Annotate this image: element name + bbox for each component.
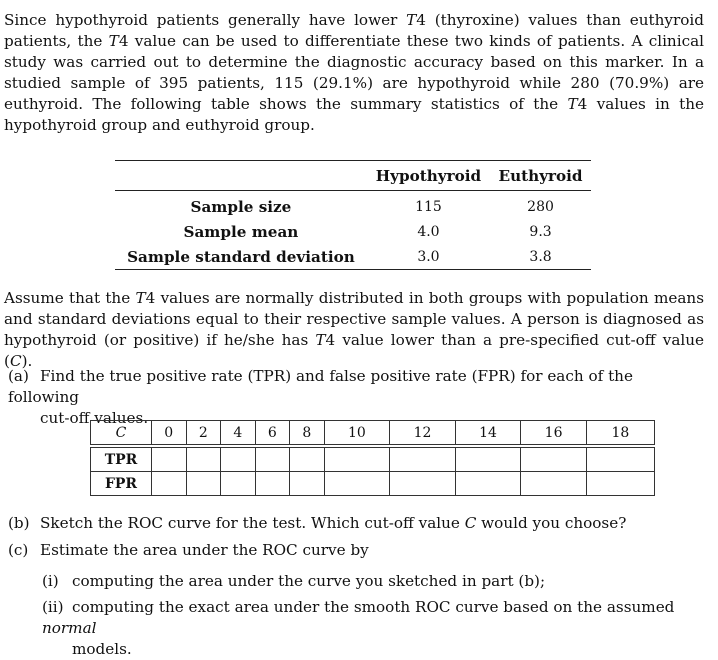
t4-symbol: T [135, 289, 146, 307]
cutoff-value: 12 [389, 420, 455, 445]
cutoff-header-row [90, 420, 655, 445]
fpr-cell[interactable] [220, 471, 255, 496]
stats-cell-eu: 280 [527, 198, 554, 215]
part-c-i-label: (i) [42, 572, 59, 590]
intro-paragraph [4, 10, 704, 136]
t4-symbol: T [315, 331, 326, 349]
stats-cell-hypo: 4.0 [417, 223, 440, 240]
part-b [8, 513, 626, 534]
part-a-text-line1: Find the true positive rate (TPR) and false positive rate (FPR) for each of the following [8, 367, 633, 406]
c-symbol: C [464, 514, 477, 532]
t4-symbol: T [567, 95, 578, 113]
tpr-cell[interactable] [520, 447, 586, 471]
part-c-ii [42, 597, 706, 660]
cutoff-value: 6 [255, 420, 290, 445]
cutoff-value: 18 [586, 420, 655, 445]
fpr-cell[interactable] [389, 471, 455, 496]
part-a-text-line2: cut-off values. [40, 409, 149, 427]
part-c-ii-text-2: models. [72, 640, 132, 658]
t4-symbol: T [406, 11, 417, 29]
intro-text-4: 4 values in the hypothyroid group and euthyroid group. [4, 95, 704, 134]
fpr-cell[interactable] [455, 471, 521, 496]
cutoff-table [90, 420, 655, 496]
cutoff-value: 4 [220, 420, 255, 445]
part-c-i-text: computing the area under the curve you sketched in part (b); [72, 572, 546, 590]
stats-cell-hypo: 3.0 [417, 248, 440, 265]
stats-row-sample-sd [115, 244, 591, 270]
stats-row-sample-size [115, 194, 591, 219]
tpr-cell[interactable] [186, 447, 221, 471]
fpr-cell[interactable] [151, 471, 186, 496]
cutoff-value: 14 [455, 420, 521, 445]
assume-text-1: Assume that the [4, 289, 136, 307]
fpr-cell[interactable] [324, 471, 390, 496]
tpr-cell[interactable] [324, 447, 390, 471]
intro-text-3: 4 value can be used to differentiate these two kinds of patients. A clinical study was carried out to determine the diagnostic accuracy based on this marker. In a studied sample of 395 patients, 115 (29.1%) are hypothyroid while 280 (70.9%) are euthyroid. The following table shows the summary statistics of the [4, 32, 704, 113]
stats-header-hypothyroid: Hypothyroid [375, 167, 482, 185]
cutoff-value: 2 [186, 420, 221, 445]
part-b-label: (b) [8, 514, 30, 532]
tpr-cell[interactable] [220, 447, 255, 471]
fpr-cell[interactable] [255, 471, 290, 496]
fpr-label: FPR [90, 471, 151, 496]
stats-row-label: Sample size [190, 197, 292, 216]
cutoff-value: 10 [324, 420, 390, 445]
stats-header-blank [115, 164, 367, 191]
fpr-cell[interactable] [186, 471, 221, 496]
tpr-label: TPR [90, 447, 151, 471]
part-a-label: (a) [8, 367, 29, 385]
tpr-cell[interactable] [389, 447, 455, 471]
summary-statistics-table [115, 160, 591, 270]
tpr-cell[interactable] [289, 447, 324, 471]
stats-cell-eu: 3.8 [529, 248, 552, 265]
cutoff-value: 0 [151, 420, 186, 445]
part-c-label: (c) [8, 541, 29, 559]
stats-row-label: Sample mean [183, 222, 299, 241]
stats-row-label: Sample standard deviation [127, 247, 355, 266]
intro-text-2: 4 (thyroxine) values than euthyroid patients, the [4, 11, 704, 50]
assume-text-4: ). [21, 352, 33, 370]
tpr-cell[interactable] [151, 447, 186, 471]
tpr-row [90, 447, 655, 471]
stats-cell-hypo: 115 [415, 198, 442, 215]
normal-emphasis: normal [42, 619, 97, 637]
cutoff-header-c: C [90, 420, 151, 445]
cutoff-value: 16 [520, 420, 586, 445]
stats-header-row [115, 164, 591, 191]
fpr-cell[interactable] [586, 471, 655, 496]
tpr-cell[interactable] [586, 447, 655, 471]
fpr-cell[interactable] [289, 471, 324, 496]
assume-text-3: 4 value lower than a pre-specified cut-off value ( [4, 331, 704, 370]
stats-row-sample-mean [115, 219, 591, 244]
part-c [8, 540, 369, 561]
fpr-cell[interactable] [520, 471, 586, 496]
part-c-text: Estimate the area under the ROC curve by [40, 541, 369, 559]
fpr-row [90, 471, 655, 496]
part-c-ii-label: (ii) [42, 598, 64, 616]
part-b-text-2: would you choose? [476, 514, 627, 532]
part-c-i [42, 571, 706, 592]
stats-header-euthyroid: Euthyroid [498, 167, 583, 185]
intro-text-1: Since hypothyroid patients generally have lower [4, 11, 407, 29]
part-b-text-1: Sketch the ROC curve for the test. Which cut-off value [40, 514, 465, 532]
part-c-ii-text-1: computing the exact area under the smooth ROC curve based on the assumed [72, 598, 675, 616]
assumption-paragraph [4, 288, 704, 372]
cutoff-value: 8 [289, 420, 324, 445]
tpr-cell[interactable] [455, 447, 521, 471]
t4-symbol: T [108, 32, 119, 50]
c-symbol: C [9, 352, 22, 370]
assume-text-2: 4 values are normally distributed in both groups with population means and standard deviations equal to their respective sample values. A person is diagnosed as hypothyroid (or positive) if he/she has [4, 289, 705, 349]
tpr-cell[interactable] [255, 447, 290, 471]
stats-cell-eu: 9.3 [529, 223, 552, 240]
